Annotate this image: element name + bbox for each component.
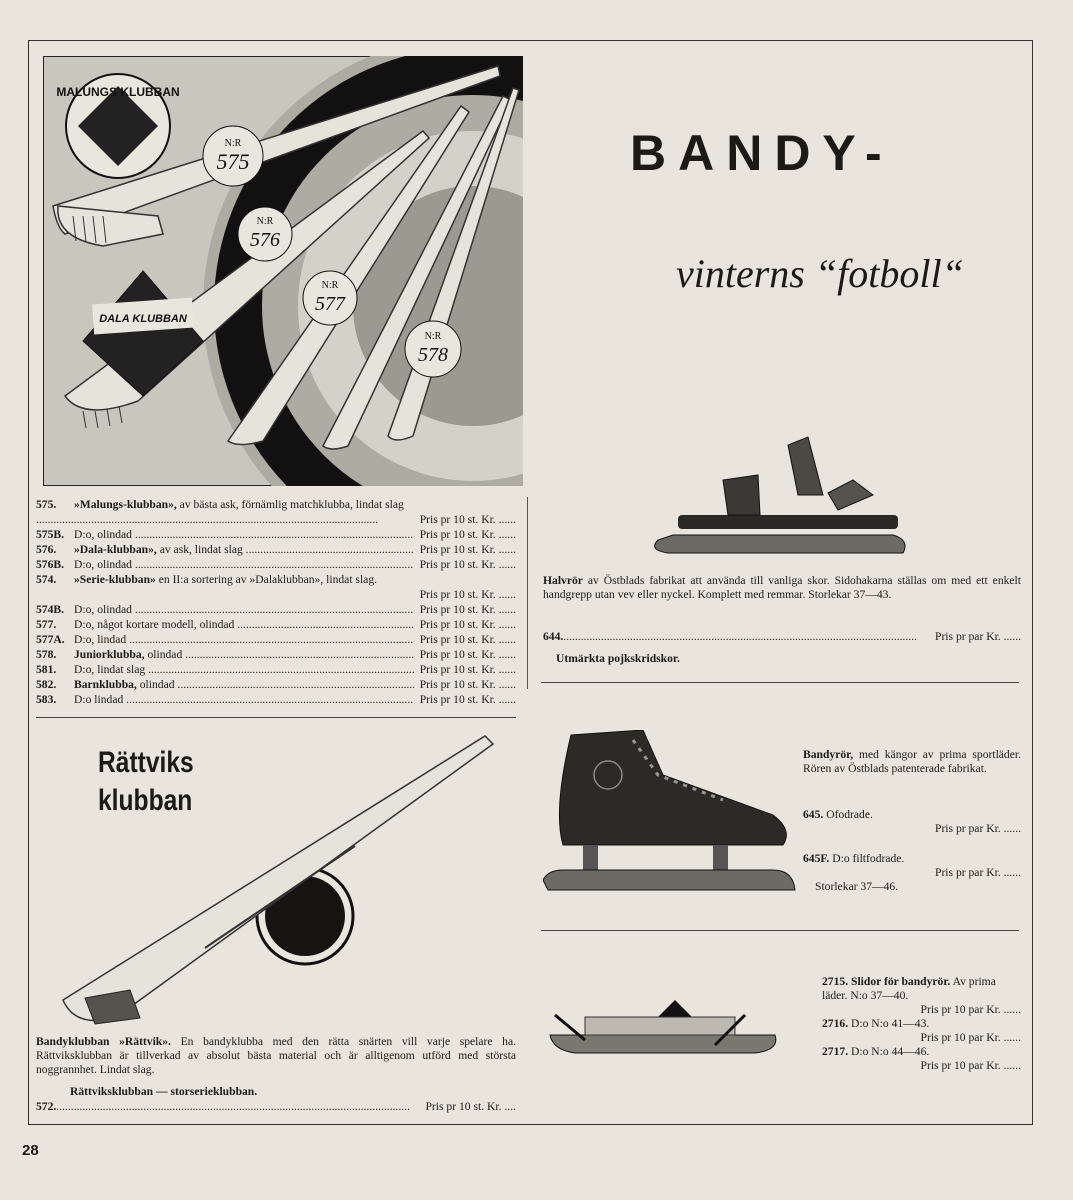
price-text: D:o lindad ..... xyxy=(74,692,414,707)
price-text: olindad xyxy=(136,678,175,691)
tagline: vinterns “fotboll“ xyxy=(676,251,964,296)
slidor-text: Av prima läder. N:o 37—40. xyxy=(822,975,996,1002)
divider xyxy=(541,682,1019,683)
slidor-block: 2715. Slidor för bandyrör. Av prima läder. N:o 37—40. Pris pr 10 par Kr. ...... 2716. D:o N:o 41—43. Pris pr 10 par Kr. ...... 2717. D:o N:o 44—46. Pris pr 10 par Kr. ...... xyxy=(822,975,1021,1072)
price-value: Pris pr 10 st. Kr. ...... xyxy=(414,542,516,557)
tag-prefix: N:R xyxy=(424,331,442,342)
price-value: Pris pr 10 st. Kr. ...... xyxy=(414,632,516,647)
price-text: av ask, lindat slag xyxy=(156,543,243,556)
tag-577: 577 xyxy=(315,293,345,315)
halvror-description xyxy=(543,574,1021,602)
bandyror-sizes: Storlekar 37—46. xyxy=(815,880,899,893)
rattvik-name: Bandyklubban »Rättvik». xyxy=(36,1035,171,1048)
halvror-code: 644. xyxy=(543,630,564,643)
bandy-skate-boot-illustration xyxy=(543,730,798,898)
bandyror-item1-text: Ofodrade. xyxy=(826,808,873,821)
slidor-text3: D:o N:o 44—46. xyxy=(851,1045,930,1058)
price-code: 577A. xyxy=(36,633,65,646)
price-code: 581. xyxy=(36,663,57,676)
bandyror-item1-code: 645. xyxy=(803,808,824,821)
tag-575: 575 xyxy=(216,149,250,174)
tag-578: 578 xyxy=(418,344,448,366)
bandy-sticks-illustration xyxy=(43,56,523,486)
tag-prefix: N:R xyxy=(256,216,274,227)
bandyror-item-645: 645. Ofodrade. Pris pr par Kr. ...... xyxy=(803,808,1021,835)
headline: BANDY- xyxy=(630,125,894,181)
rattvik-price-row: 572. ..... Pris pr 10 st. Kr. .... xyxy=(36,1100,516,1114)
bandyror-text: med kängor av prima sportläder. Rören av Östblads patenterade fabrikat. xyxy=(803,748,1021,775)
price-value: Pris pr 10 st. Kr. ...... xyxy=(414,602,516,617)
bandyror-item-645f: 645F. D:o filtfodrade. Pris pr par Kr. ...... Storlekar 37—46. xyxy=(803,852,1021,893)
rattvik-stick-illustration xyxy=(55,728,500,1033)
halvror-price-row: 644. ..... Pris pr par Kr. ...... xyxy=(543,630,1021,644)
divider xyxy=(541,930,1019,931)
price-code: 574. xyxy=(36,573,57,586)
halvror-skate-illustration xyxy=(648,435,913,570)
price-text: D:o, lindad ..... xyxy=(74,632,414,647)
price-text: D:o, olindad ..... xyxy=(74,557,414,572)
price-code: 578. xyxy=(36,648,57,661)
bandyror-item2-text: D:o filtfodrade. xyxy=(832,852,905,865)
price-text: D:o, olindad ..... xyxy=(74,527,414,542)
price-code: 575. xyxy=(36,498,57,511)
price-code: 575B. xyxy=(36,528,65,541)
price-row-0-price xyxy=(36,512,516,527)
bandyror-description xyxy=(803,748,1021,776)
rattvik-title-line1: Rättviks xyxy=(98,746,194,779)
price-row-7 xyxy=(36,632,516,647)
column-divider xyxy=(527,497,528,689)
tag-576: 576 xyxy=(250,229,280,251)
price-row-8 xyxy=(36,647,516,662)
bandyror-name: Bandyrör, xyxy=(803,748,854,761)
price-row-2 xyxy=(36,542,516,557)
rattvik-text: En bandyklubba med den rätta snärten vill varje spelare ha. Rättviksklubban är tillverkad av absolut bästa material och är alltigenom utförd med största noggrannhet. Lindat slag. xyxy=(36,1035,516,1076)
price-name: »Serie-klubban» xyxy=(74,573,156,586)
price-value: Pris pr 10 st. Kr. ...... xyxy=(414,677,516,692)
halvror-price: Pris pr par Kr. xyxy=(935,630,1001,643)
tag-prefix: N:R xyxy=(224,138,242,149)
price-row-10 xyxy=(36,677,516,692)
malung-badge-label: MALUNGS KLUBBAN xyxy=(56,85,180,99)
halvror-footer: Utmärkta pojkskridskor. xyxy=(556,652,680,665)
rattvik-code: 572. xyxy=(36,1100,57,1113)
slidor-code3: 2717. xyxy=(822,1045,849,1058)
price-text: D:o, något kortare modell, olindad ..... xyxy=(74,617,414,632)
bandyror-item2-code: 645F. xyxy=(803,852,830,865)
slidor-price1: Pris pr 10 par Kr. xyxy=(920,1003,1001,1016)
price-value: Pris pr 10 st. Kr. ...... xyxy=(414,617,516,632)
price-code: 576B. xyxy=(36,558,65,571)
price-row-0 xyxy=(36,497,516,512)
dala-badge-label: DALA KLUBBAN xyxy=(99,313,187,325)
skate-guard-illustration xyxy=(545,995,785,1065)
bandyror-item1-price: Pris pr par Kr. xyxy=(935,822,1001,835)
price-name: »Dala-klubban», xyxy=(74,543,157,556)
price-code: 577. xyxy=(36,618,57,631)
price-text: D:o, lindat slag ..... xyxy=(74,662,414,677)
price-value: Pris pr 10 st. Kr. ...... xyxy=(414,692,516,707)
rattvik-price: Pris pr 10 st. Kr. xyxy=(425,1100,502,1113)
slidor-price2: Pris pr 10 par Kr. xyxy=(920,1031,1001,1044)
rattvik-description xyxy=(36,1035,516,1077)
price-text: D:o, olindad ..... xyxy=(74,602,414,617)
price-code: 574B. xyxy=(36,603,65,616)
price-name: »Malungs-klubban», xyxy=(74,498,177,511)
price-name: Juniorklubba, xyxy=(74,648,145,661)
price-text: en II:a sortering av »Dalaklubban», lindat slag. xyxy=(155,573,378,586)
price-value: Pris pr 10 st. Kr. ...... xyxy=(414,647,516,662)
price-row-4 xyxy=(36,572,516,587)
page-number: 28 xyxy=(22,1142,39,1159)
slidor-code2: 2716. xyxy=(822,1017,849,1030)
slidor-price3: Pris pr 10 par Kr. xyxy=(920,1059,1001,1072)
price-row-5 xyxy=(36,602,516,617)
price-list xyxy=(36,497,516,707)
price-text: av bästa ask, förnämlig matchklubba, lindat slag xyxy=(176,498,404,511)
bandyror-item2-price: Pris pr par Kr. xyxy=(935,866,1001,879)
halvror-text: av Östblads fabrikat att använda till vanliga skor. Sidohakarna ställas om med ett enkelt handgrepp utan vev eller nyckel. Komplett med remmar. Storlekar 37—43. xyxy=(543,574,1021,601)
slidor-name: Slidor för bandyrör. xyxy=(851,975,951,988)
divider xyxy=(36,717,516,718)
price-name: Barnklubba, xyxy=(74,678,137,691)
price-value: Pris pr 10 st. Kr. ...... xyxy=(414,662,516,677)
price-row-11 xyxy=(36,692,516,707)
price-row-3 xyxy=(36,557,516,572)
price-row-4-price xyxy=(36,587,516,602)
price-value: Pris pr 10 st. Kr. ...... xyxy=(414,587,516,602)
price-value: Pris pr 10 st. Kr. ...... xyxy=(414,512,516,527)
price-value: Pris pr 10 st. Kr. ...... xyxy=(414,527,516,542)
slidor-text2: D:o N:o 41—43. xyxy=(851,1017,930,1030)
halvror-name: Halvrör xyxy=(543,574,583,587)
price-code: 582. xyxy=(36,678,57,691)
price-row-9 xyxy=(36,662,516,677)
tag-prefix: N:R xyxy=(321,280,339,291)
rattvik-title-line2: klubban xyxy=(98,784,193,817)
rattvik-subtitle: Rättviksklubban — storserieklubban. xyxy=(70,1085,258,1098)
slidor-code: 2715. xyxy=(822,975,849,988)
price-value: Pris pr 10 st. Kr. ...... xyxy=(414,557,516,572)
price-row-6 xyxy=(36,617,516,632)
price-text: olindad xyxy=(144,648,183,661)
price-code: 576. xyxy=(36,543,57,556)
price-code: 583. xyxy=(36,693,57,706)
price-row-1 xyxy=(36,527,516,542)
